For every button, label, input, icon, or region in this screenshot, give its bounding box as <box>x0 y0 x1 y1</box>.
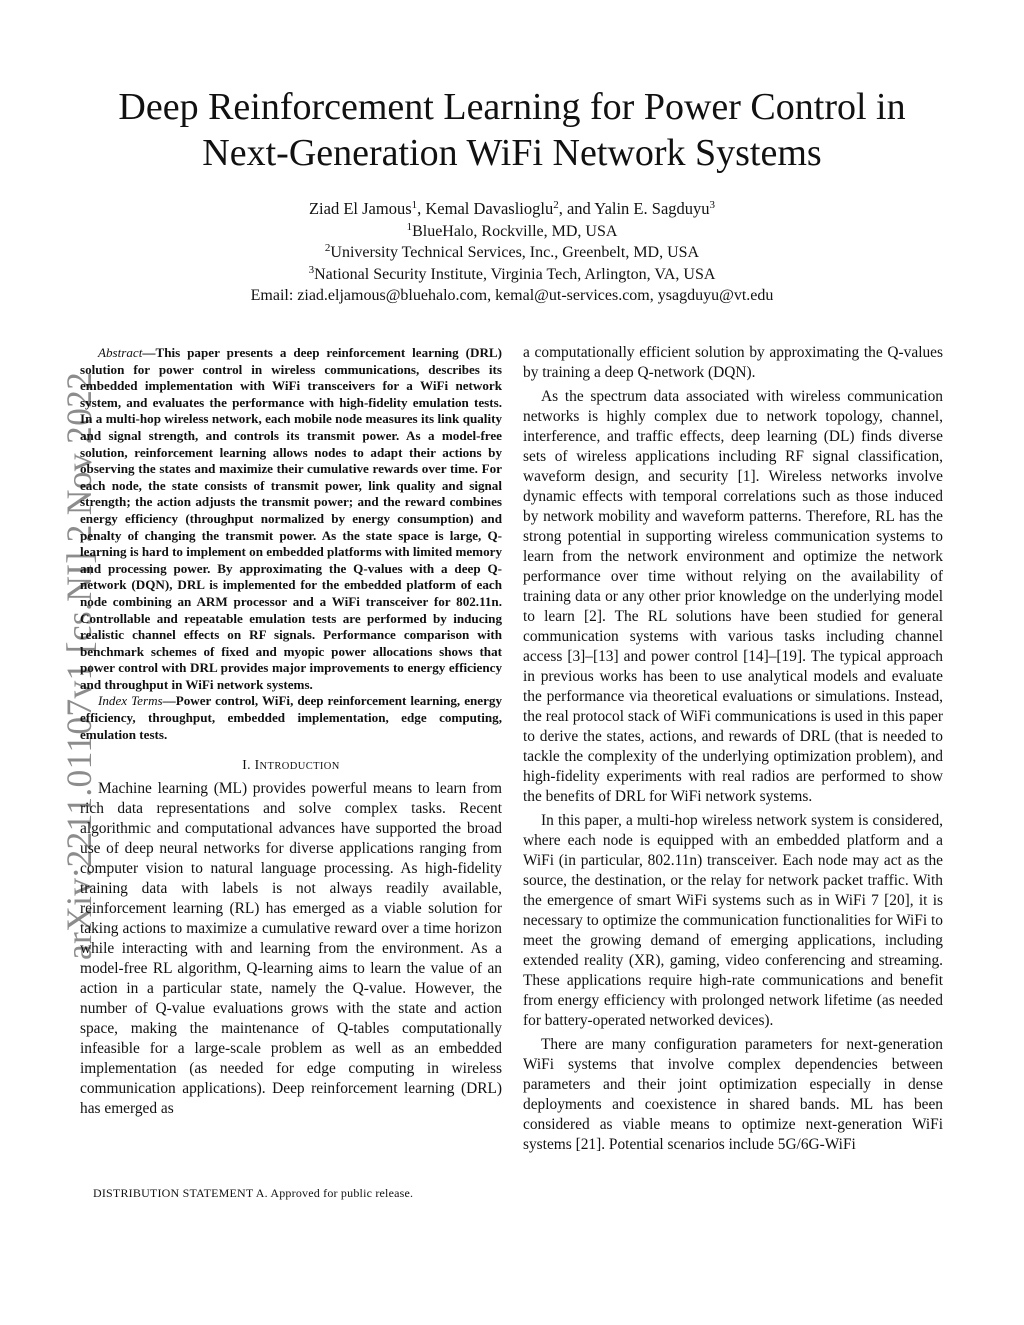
abstract <box>80 345 502 693</box>
affiliation-2 <box>120 242 904 264</box>
section-heading-introduction <box>80 757 502 773</box>
index-terms-label: Index Terms <box>98 693 163 709</box>
abstract-label: Abstract <box>98 345 143 360</box>
author-1: Ziad El Jamous <box>308 199 412 218</box>
title-line-2: Next-Generation WiFi Network Systems <box>202 132 822 174</box>
affiliation-2-text: University Technical Services, Inc., Greenbelt, MD, USA <box>330 244 700 262</box>
affiliation-3-text: National Security Institute, Virginia Tech, Arlington, VA, USA <box>314 265 716 283</box>
paper-title <box>60 84 964 176</box>
paragraph: There are many configuration parameters for next-generation WiFi systems that involve complex dependencies between parameters and their joint optimization especially in dense deployments and coexistence in shared bands. ML has been considered as viable means to optimize next-generation WiFi systems [21]. Potential scenarios include 5G/6G-WiFi <box>523 1036 943 1153</box>
author-1-sup: 1 <box>411 199 418 211</box>
paragraph: a computationally efficient solution by approximating the Q-values by training a deep Q-network (DQN). <box>523 344 943 381</box>
author-names <box>120 198 904 220</box>
affiliation-1-sup: 1 <box>406 220 413 233</box>
index-terms-text: —Power control, WiFi, deep reinforcement learning, energy efficiency, throughput, embedded implementation, edge computing, emulation tests. <box>80 693 502 742</box>
author-2-sup: 2 <box>553 199 559 211</box>
paragraph: In this paper, a multi-hop wireless network system is considered, where each node is equipped with an embedded platform and a WiFi (in particular, 802.11n) transceiver. Each node may act as the source, the destination, or the relay for network packet traffic. With the emergence of smart WiFi systems such as in WiFi 7 [20], it is necessary to optimize the communication functionalities for WiFi to meet the growing demand of emerging applications, including extended reality (XR), gaming, video conferencing and streaming. These applications require high-rate communications and benefit from energy efficiency with prolonged network lifetime (as needed for battery-operated networked devices). <box>523 812 943 1029</box>
affiliation-1-text: BlueHalo, Rockville, MD, USA <box>412 222 618 240</box>
author-emails: Email: ziad.eljamous@bluehalo.com, kemal@ut-services.com, ysagduyu@vt.edu <box>250 287 774 305</box>
section-number: I. I <box>242 757 260 773</box>
left-column <box>80 345 502 1119</box>
intro-paragraph: Machine learning (ML) provides powerful means to learn from rich data representations and solve complex tasks. Recent algorithmic and computational advances have supported the broad use of deep neural networks for diverse applications ranging from computer vision to natural language processing. As high-fidelity training data with labels is not always readily available, reinforcement learning (RL) has emerged as a viable solution for taking actions to maximize a cumulative reward over a time horizon while interacting with and learning from the environment. As a model-free RL algorithm, Q-learning aims to learn the value of an action in a particular state, namely the Q-value. However, the number of Q-value evaluations grows with the state and action space, making the maintenance of Q-tables computationally infeasible for a large-scale problem as well as an embedded implementation (as needed for edge computing in wireless communication applications). Deep reinforcement learning (DRL) has emerged as <box>80 780 502 1118</box>
section-title: NTRODUCTION <box>259 761 340 773</box>
affiliation-3-sup: 3 <box>308 263 315 276</box>
author-block <box>120 198 904 307</box>
arxiv-identifier: arXiv:2211.01107v1 [cs.NI] 2 Nov 2022 <box>59 371 99 960</box>
affiliation-2-sup: 2 <box>324 242 331 255</box>
title-line-1: Deep Reinforcement Learning for Power Control in <box>118 86 906 128</box>
arxiv-stamp <box>0 360 99 960</box>
affiliation-3 <box>120 264 904 286</box>
author-3-sup: 3 <box>709 199 716 211</box>
distribution-statement: DISTRIBUTION STATEMENT A. Approved for public release. <box>93 1186 414 1200</box>
right-column <box>523 343 943 1159</box>
abstract-text: —This paper presents a deep reinforcement learning (DRL) solution for power control in wireless communications, describes its embedded implementation with WiFi transceivers for a WiFi network system, and evaluates the performance with high-fidelity emulation tests. In a multi-hop wireless network, each mobile node measures its link quality and signal strength, and controls its transmit power. As a model-free solution, reinforcement learning allows nodes to adapt their actions by observing the states and maximize their cumulative rewards over time. For each node, the state consists of transmit power, link quality and signal strength; the action adjusts the transmit power; and the reward combines energy efficiency (throughput normalized by energy consumption) and penalty of changing the transmit power. As the state space is large, Q-learning is hard to implement on embedded platforms with limited memory and processing power. By approximating the Q-values with a deep Q-network (DQN), DRL is implemented for the embedded platform of each node combining an ARM processor and a WiFi transceiver for 802.11n. Controllable and repeatable emulation tests are performed by inducing realistic channel effects on RF signals. Performance comparison with benchmark schemes of fixed and myopic power allocations shows that power control with DRL provides major improvements to energy efficiency and throughput in WiFi network systems. <box>80 345 502 692</box>
author-2: , Kemal Davaslioglu <box>417 199 554 218</box>
affiliation-1 <box>120 221 904 243</box>
paragraph: As the spectrum data associated with wireless communication networks is highly complex due to network topology, channel, interference, and traffic effects, deep learning (DL) finds diverse sets of wireless applications including RF signal classification, waveform design, and security [1]. Wireless networks involve dynamic effects with temporal correlations such as those induced by network mobility and waveform patterns. Therefore, RL has the strong potential in supporting wireless communication systems to learn from the network environment and optimize the network performance over time without relying on the availability of training data or any other prior knowledge on the underlying model to learn [2]. The RL solutions have been studied for general communication systems with various tasks including channel access [3]–[13] and power control [14]–[19]. The typical approach in previous works has been to use analytical models and evaluate the performance via theoretical evaluations or simulations. Instead, the real protocol stack of WiFi communications is used in this paper to derive the states, actions, and rewards of DRL (that is needed to tackle the complexity of the underlying optimization problem), and high-fidelity experiments with real radios are performed to show the benefits of DRL for WiFi network systems. <box>523 388 943 805</box>
index-terms <box>80 693 502 743</box>
author-3: , and Yalin E. Sagduyu <box>558 199 710 218</box>
